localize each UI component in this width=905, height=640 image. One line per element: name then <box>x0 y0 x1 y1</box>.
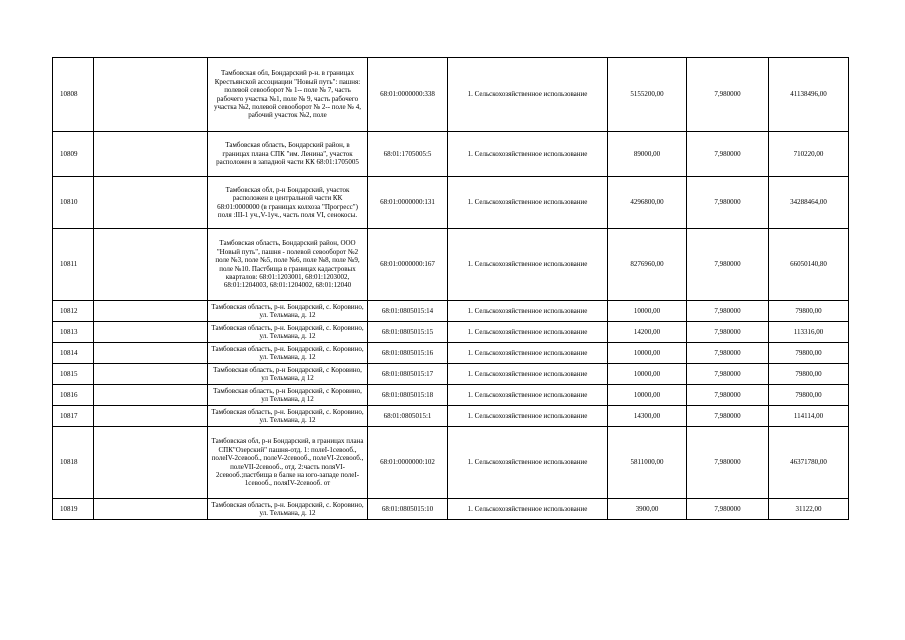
blank-cell <box>94 499 208 520</box>
blank-cell <box>94 322 208 343</box>
table-row <box>53 343 849 364</box>
cadastral-number-cell: 68:01:0805015:17 <box>368 364 448 385</box>
cadastral-number-cell: 68:01:1705005:5 <box>368 132 448 177</box>
row-number: 10809 <box>53 132 94 177</box>
rate-cell: 7,980000 <box>687 406 769 427</box>
area-cell: 10000,00 <box>608 364 687 385</box>
blank-cell <box>94 343 208 364</box>
cadastral-number-cell: 68:01:0805015:1 <box>368 406 448 427</box>
land-use-cell: 1. Сельскохозяйственное использование <box>448 406 608 427</box>
address-cell: Тамбовская область, р-н Бондарский, с Коровино, ул Тельмана, д 12 <box>208 385 368 406</box>
cadastral-value-cell: 710220,00 <box>769 132 849 177</box>
cadastral-number-cell: 68:01:0000000:338 <box>368 58 448 132</box>
rate-cell: 7,980000 <box>687 177 769 229</box>
land-use-cell: 1. Сельскохозяйственное использование <box>448 58 608 132</box>
cadastral-value-cell: 79800,00 <box>769 343 849 364</box>
area-cell: 5155200,00 <box>608 58 687 132</box>
rate-cell: 7,980000 <box>687 301 769 322</box>
rate-cell: 7,980000 <box>687 58 769 132</box>
rate-cell: 7,980000 <box>687 229 769 301</box>
area-cell: 8276960,00 <box>608 229 687 301</box>
rate-cell: 7,980000 <box>687 343 769 364</box>
row-number: 10814 <box>53 343 94 364</box>
area-cell: 10000,00 <box>608 385 687 406</box>
row-number: 10818 <box>53 427 94 499</box>
cadastral-value-cell: 41138496,00 <box>769 58 849 132</box>
blank-cell <box>94 406 208 427</box>
rate-cell: 7,980000 <box>687 427 769 499</box>
land-use-cell: 1. Сельскохозяйственное использование <box>448 177 608 229</box>
cadastral-number-cell: 68:01:0000000:102 <box>368 427 448 499</box>
land-use-cell: 1. Сельскохозяйственное использование <box>448 427 608 499</box>
row-number: 10819 <box>53 499 94 520</box>
row-number: 10817 <box>53 406 94 427</box>
blank-cell <box>94 132 208 177</box>
area-cell: 89000,00 <box>608 132 687 177</box>
table-row <box>53 177 849 229</box>
address-cell: Тамбовская область, р-н. Бондарский, с. Коровино, ул. Тельмана, д. 12 <box>208 322 368 343</box>
table-row <box>53 132 849 177</box>
blank-cell <box>94 177 208 229</box>
rate-cell: 7,980000 <box>687 132 769 177</box>
blank-cell <box>94 301 208 322</box>
table-row <box>53 58 849 132</box>
table-row <box>53 229 849 301</box>
cadastral-number-cell: 68:01:0000000:167 <box>368 229 448 301</box>
blank-cell <box>94 364 208 385</box>
table-row <box>53 322 849 343</box>
rate-cell: 7,980000 <box>687 364 769 385</box>
address-cell: Тамбовская область, р-н. Бондарский, с. Коровино, ул. Тельмана, д. 12 <box>208 406 368 427</box>
area-cell: 14300,00 <box>608 406 687 427</box>
cadastral-value-cell: 113316,00 <box>769 322 849 343</box>
cadastral-number-cell: 68:01:0000000:131 <box>368 177 448 229</box>
rate-cell: 7,980000 <box>687 499 769 520</box>
area-cell: 3900,00 <box>608 499 687 520</box>
cadastral-number-cell: 68:01:0805015:16 <box>368 343 448 364</box>
area-cell: 10000,00 <box>608 301 687 322</box>
area-cell: 4296800,00 <box>608 177 687 229</box>
land-use-cell: 1. Сельскохозяйственное использование <box>448 301 608 322</box>
row-number: 10808 <box>53 58 94 132</box>
blank-cell <box>94 58 208 132</box>
address-cell: Тамбовская обл, р-н Бондарский, в границах плана СПК"Озерский" пашня-отд. 1: полеI-1севооб., полеIV-2севооб., полеV-2севооб., полеVI-2севооб., полеVII-2севооб., отд. 2:часть поляVI-2севооб.;пастбища в балке на юго-западе полеI-1севооб., поляIV-2севооб. от <box>208 427 368 499</box>
address-cell: Тамбовская обл, р-н Бондарский, участок расположен в центральной части КК 68:01:0000000 (в границах колхоза "Прогресс") поля :III-1 уч.,V-1уч., часть поля VI, сенокосы. <box>208 177 368 229</box>
land-use-cell: 1. Сельскохозяйственное использование <box>448 499 608 520</box>
address-cell: Тамбовская область, р-н. Бондарский, с. Коровино, ул. Тельмана, д. 12 <box>208 343 368 364</box>
cadastral-value-cell: 66050140,80 <box>769 229 849 301</box>
row-number: 10813 <box>53 322 94 343</box>
cadastral-value-cell: 79800,00 <box>769 385 849 406</box>
address-cell: Тамбовская область, р-н Бондарский, с Коровино, ул Тельмана, д 12 <box>208 364 368 385</box>
address-cell: Тамбовская область, Бондарский район, ООО "Новый путь", пашня - полевой севооборот №2 поле №3, поле №5, поле №6, поле №8, поле №9, поле №10. Пастбища в границах кадастровых кварталов: 68:01:1203001, 68:01:1203002, 68:01:1204003, 68:01:1204002, 68:01:12040 <box>208 229 368 301</box>
cadastral-value-cell: 79800,00 <box>769 364 849 385</box>
table-row <box>53 499 849 520</box>
area-cell: 14200,00 <box>608 322 687 343</box>
cadastral-number-cell: 68:01:0805015:18 <box>368 385 448 406</box>
cadastral-value-cell: 114114,00 <box>769 406 849 427</box>
land-use-cell: 1. Сельскохозяйственное использование <box>448 343 608 364</box>
address-cell: Тамбовская область, Бондарский район, в границах плана СПК "им. Ленина", участок расположен в западной части КК 68:01:1705005 <box>208 132 368 177</box>
area-cell: 10000,00 <box>608 343 687 364</box>
area-cell: 5811000,00 <box>608 427 687 499</box>
land-use-cell: 1. Сельскохозяйственное использование <box>448 364 608 385</box>
land-register-table <box>52 57 849 520</box>
address-cell: Тамбовская область, р-н. Бондарский, с. Коровино, ул. Тельмана, д. 12 <box>208 301 368 322</box>
table-row <box>53 406 849 427</box>
blank-cell <box>94 229 208 301</box>
row-number: 10812 <box>53 301 94 322</box>
rate-cell: 7,980000 <box>687 322 769 343</box>
table-row <box>53 364 849 385</box>
table-row <box>53 385 849 406</box>
row-number: 10816 <box>53 385 94 406</box>
cadastral-number-cell: 68:01:0805015:10 <box>368 499 448 520</box>
land-use-cell: 1. Сельскохозяйственное использование <box>448 229 608 301</box>
blank-cell <box>94 385 208 406</box>
row-number: 10815 <box>53 364 94 385</box>
rate-cell: 7,980000 <box>687 385 769 406</box>
cadastral-value-cell: 46371780,00 <box>769 427 849 499</box>
land-use-cell: 1. Сельскохозяйственное использование <box>448 385 608 406</box>
cadastral-value-cell: 31122,00 <box>769 499 849 520</box>
address-cell: Тамбовская область, р-н. Бондарский, с. Коровино, ул. Тельмана, д. 12 <box>208 499 368 520</box>
table-row <box>53 427 849 499</box>
blank-cell <box>94 427 208 499</box>
table-row <box>53 301 849 322</box>
land-use-cell: 1. Сельскохозяйственное использование <box>448 132 608 177</box>
row-number: 10810 <box>53 177 94 229</box>
row-number: 10811 <box>53 229 94 301</box>
cadastral-number-cell: 68:01:0805015:14 <box>368 301 448 322</box>
address-cell: Тамбовская обл, Бондарский р-н. в границах Крестьянской ассоциации "Новый путь": пашня: полевой севооборот № 1-- поле № 7, часть рабочего участка №1, поле № 9, часть рабочего участка №2, полевой севооборот № 2-- поле № 4, рабочий участок №2, поле <box>208 58 368 132</box>
land-use-cell: 1. Сельскохозяйственное использование <box>448 322 608 343</box>
cadastral-value-cell: 34288464,00 <box>769 177 849 229</box>
cadastral-number-cell: 68:01:0805015:15 <box>368 322 448 343</box>
cadastral-value-cell: 79800,00 <box>769 301 849 322</box>
